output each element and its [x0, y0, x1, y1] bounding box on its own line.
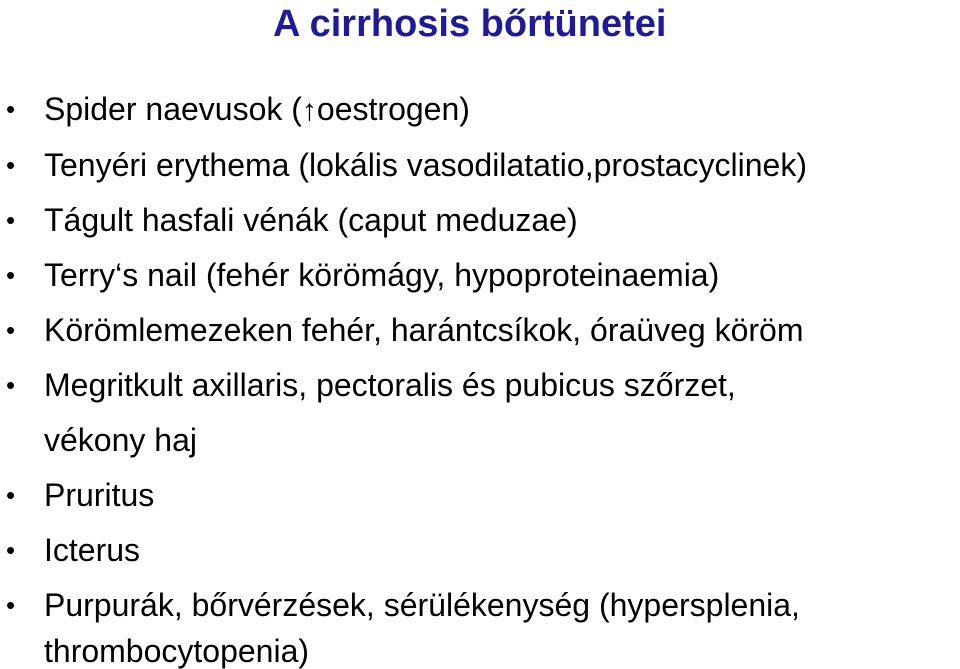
item-text-line1: Megritkult axillaris, pectoralis és pubicus szőrzet, [44, 367, 736, 403]
list-item [0, 248, 960, 303]
bullet-list [0, 82, 960, 669]
item-text-line2: vékony haj [44, 422, 197, 458]
bullet-icon: • [6, 315, 16, 345]
item-text: Terry‘s nail (fehér körömágy, hypoproteinaemia) [44, 257, 720, 293]
bullet-icon: • [6, 150, 16, 180]
bullet-icon: • [6, 370, 16, 400]
item-text: Icterus [44, 532, 141, 568]
bullet-icon: • [6, 480, 16, 510]
item-text: Tágult hasfali vénák (caput meduzae) [44, 202, 578, 238]
list-item [0, 193, 960, 248]
bullet-icon: • [6, 94, 16, 124]
list-item [0, 138, 960, 193]
item-text-line2: thrombocytopenia) [44, 633, 310, 669]
item-text: Körömlemezeken fehér, harántcsíkok, óraüveg köröm [44, 312, 804, 348]
item-text: Pruritus [44, 477, 155, 513]
list-item [0, 523, 960, 578]
item-text-start: Spider naevusok ( [44, 91, 302, 127]
bullet-icon: • [6, 590, 16, 620]
list-item [0, 82, 960, 138]
list-item [0, 358, 960, 468]
bullet-icon: • [6, 205, 16, 235]
list-item [0, 468, 960, 523]
item-text-line1: Purpurák, bőrvérzések, sérülékenység (hypersplenia, [44, 587, 800, 623]
item-text-end: oestrogen) [316, 91, 470, 127]
arrow-up-icon: ↑ [301, 94, 317, 127]
list-item [0, 303, 960, 358]
slide-title: A cirrhosis bőrtünetei [273, 3, 667, 45]
item-text: Tenyéri erythema (lokális vasodilatatio,prostacyclinek) [44, 147, 807, 183]
list-item [0, 582, 960, 669]
bullet-icon: • [6, 535, 16, 565]
bullet-icon: • [6, 260, 16, 290]
